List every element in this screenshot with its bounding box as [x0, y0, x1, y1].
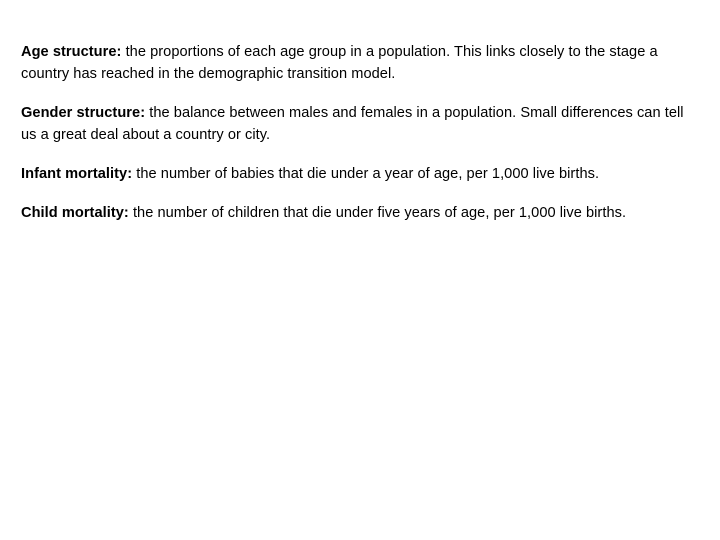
- definition-age-structure: [21, 41, 693, 85]
- definition-text: the number of babies that die under a year of age, per 1,000 live births.: [136, 166, 600, 182]
- definition-text: the number of children that die under five years of age, per 1,000 live births.: [132, 205, 627, 221]
- definition-term: Age structure:: [21, 44, 122, 60]
- definition-term: Gender structure:: [21, 105, 146, 121]
- definition-term: Child mortality:: [21, 205, 129, 221]
- definition-gender-structure: [21, 102, 693, 146]
- definition-text: the proportions of each age group in a population. This links closely to the stage a country has reached in the demographic transition model.: [21, 44, 658, 82]
- definition-list: [21, 41, 693, 241]
- definition-infant-mortality: [21, 163, 693, 185]
- definition-term: Infant mortality:: [21, 166, 133, 182]
- definition-text: the balance between males and females in a population. Small differences can tell us a great deal about a country or city.: [21, 105, 684, 143]
- definition-child-mortality: [21, 202, 693, 224]
